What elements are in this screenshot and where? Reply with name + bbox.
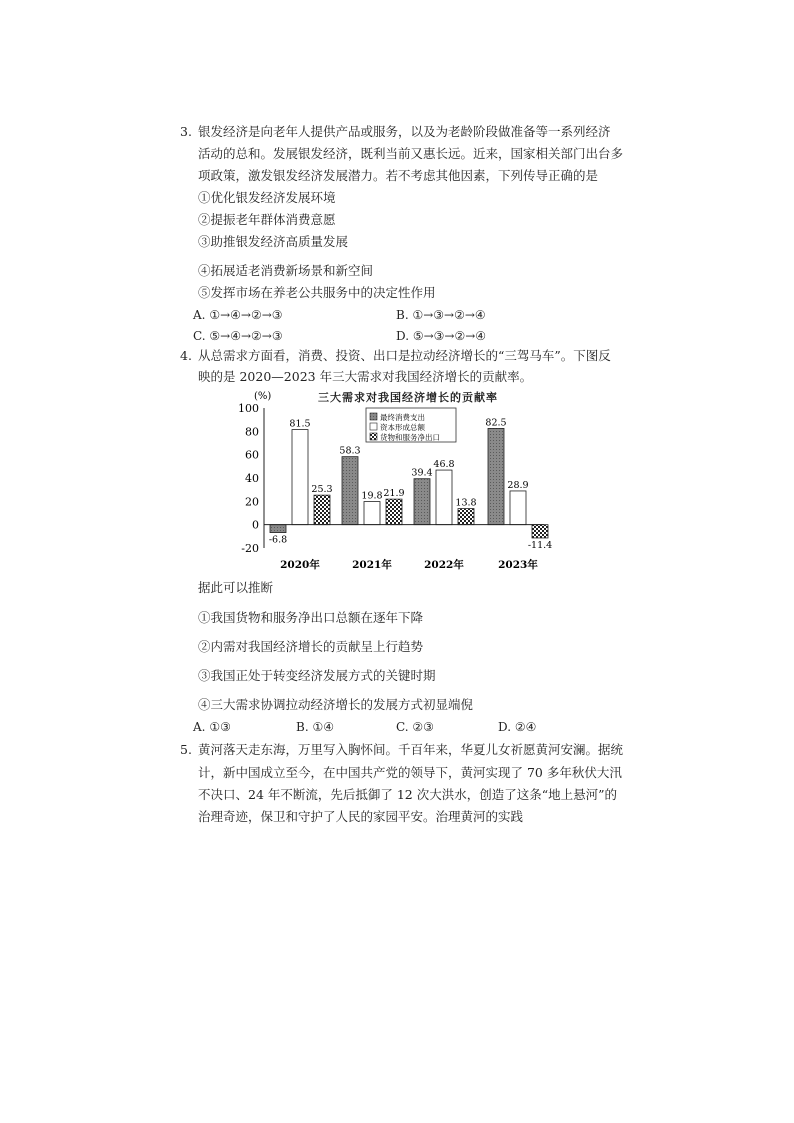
data-label: 28.9	[507, 479, 529, 491]
data-label: 19.8	[361, 490, 383, 502]
category-label: 2023年	[498, 559, 538, 571]
choice-letter: B.	[396, 308, 409, 322]
legend-label: 资本形成总额	[380, 423, 425, 432]
y-tick-label: 100	[238, 402, 259, 415]
bar-3-3	[458, 509, 474, 525]
data-label: 25.3	[311, 484, 333, 496]
bar-3-2	[386, 499, 402, 525]
choice-text: ⑤→④→②→③	[209, 329, 283, 343]
category-label: 2020年	[280, 559, 320, 571]
data-label: 82.5	[485, 417, 507, 429]
bar-3-4	[532, 525, 548, 538]
q5-number: 5.	[180, 742, 192, 757]
q3-number: 3.	[180, 124, 192, 139]
data-label: 39.4	[411, 467, 433, 479]
q3-item-3: ③助推银发经济高质量发展	[198, 234, 349, 249]
chart-legend	[366, 408, 456, 442]
legend-label: 最终消费支出	[380, 413, 425, 422]
q3-choice-d[interactable]	[396, 327, 486, 345]
choice-letter: A.	[193, 720, 206, 734]
data-label: 58.3	[339, 445, 361, 457]
data-label: 81.5	[289, 418, 311, 430]
q3-choice-c[interactable]	[193, 327, 283, 345]
chart-svg	[226, 386, 553, 576]
q3-stem-line-2: 活动的总和。发展银发经济，既利当前又惠长远。近来，国家相关部门出台多	[198, 146, 624, 161]
bar-1-1	[270, 525, 286, 533]
bar-2-2	[364, 502, 380, 525]
q5-stem-line-2: 计，新中国成立至今，在中国共产党的领导下，黄河实现了 70 多年秋伏大汛	[198, 765, 622, 780]
bar-2-1	[292, 430, 308, 525]
q5-stem-line-3: 不决口、24 年不断流，先后抵御了 12 次大洪水，创造了这条“地上悬河”的	[198, 787, 618, 802]
q4-item-3: ③我国正处于转变经济发展方式的关键时期	[198, 668, 436, 683]
q5-stem-line-1: 黄河落天走东海，万里写入胸怀间。千百年来，华夏儿女祈愿黄河安澜。据统	[198, 742, 624, 757]
choice-letter: A.	[193, 308, 206, 322]
q4-stem-line-2: 映的是 2020—2023 年三大需求对我国经济增长的贡献率。	[198, 369, 533, 384]
choice-letter: D.	[498, 720, 512, 734]
category-label: 2021年	[352, 559, 392, 571]
y-tick-label: 80	[245, 425, 259, 439]
q4-choice-c[interactable]	[396, 718, 434, 736]
contribution-chart	[226, 386, 553, 576]
y-tick-label: 20	[245, 495, 259, 509]
y-tick-label: -20	[241, 542, 259, 555]
y-tick-label: 40	[245, 472, 259, 485]
q3-stem-line-1: 银发经济是向老年人提供产品或服务，以及为老龄阶段做准备等一系列经济	[198, 124, 611, 139]
choice-text: ①→④→②→③	[209, 308, 283, 322]
bar-1-4	[488, 428, 504, 524]
legend-label: 货物和服务净出口	[380, 433, 440, 442]
q4-item-1: ①我国货物和服务净出口总额在逐年下降	[198, 610, 424, 625]
legend-swatch	[370, 433, 377, 440]
q4-choice-b[interactable]	[296, 718, 334, 736]
q3-stem-line-3: 项政策，激发银发经济发展潜力。若不考虑其他因素，下列传导正确的是	[198, 168, 599, 183]
y-tick-label: 60	[245, 448, 259, 462]
q4-choice-a[interactable]	[193, 718, 231, 736]
q3-item-2: ②提振老年群体消费意愿	[198, 212, 336, 227]
choice-letter: C.	[396, 720, 409, 734]
category-label: 2022年	[424, 559, 464, 571]
choice-text: ②③	[412, 720, 434, 734]
category-label-group	[280, 558, 538, 571]
data-label: 21.9	[383, 488, 405, 500]
q4-after-chart: 据此可以推断	[198, 580, 274, 595]
q3-item-5: ⑤发挥市场在养老公共服务中的决定性作用	[198, 285, 436, 300]
data-label: -11.4	[527, 539, 553, 551]
q4-item-2: ②内需对我国经济增长的贡献呈上行趋势	[198, 639, 424, 654]
bar-2-4	[510, 491, 526, 525]
q3-choice-b[interactable]	[396, 306, 486, 324]
q4-number: 4.	[180, 348, 192, 363]
choice-text: ⑤→③→②→④	[412, 329, 487, 343]
y-axis-unit: (%)	[254, 391, 272, 402]
choice-text: ②④	[514, 720, 537, 734]
q4-stem-line-1: 从总需求方面看，消费、投资、出口是拉动经济增长的“三驾马车”。下图反	[198, 348, 611, 363]
bar-1-3	[414, 479, 430, 525]
q4-item-4: ④三大需求协调拉动经济增长的发展方式初显端倪	[198, 697, 474, 712]
choice-text: ①③	[209, 720, 231, 734]
choice-letter: C.	[193, 329, 206, 343]
choice-letter: D.	[396, 329, 410, 343]
q3-item-4: ④拓展适老消费新场景和新空间	[198, 263, 374, 278]
q3-item-1: ①优化银发经济发展环境	[198, 190, 336, 205]
choice-letter: B.	[296, 720, 309, 734]
q5-stem-line-4: 治理奇迹，保卫和守护了人民的家园平安。治理黄河的实践	[198, 809, 524, 824]
q3-choice-a[interactable]	[193, 306, 283, 324]
choice-text: ①→③→②→④	[412, 308, 486, 322]
choice-text: ①④	[312, 720, 334, 734]
legend-swatch	[370, 413, 377, 420]
bar-1-2	[342, 457, 358, 525]
data-label: 13.8	[455, 497, 477, 509]
data-label: -6.8	[268, 534, 288, 546]
data-label: 46.8	[433, 459, 455, 471]
y-tick-group	[238, 402, 259, 555]
bar-2-3	[436, 470, 452, 525]
legend-swatch	[370, 423, 377, 430]
bar-3-1	[314, 495, 330, 525]
q4-choice-d[interactable]	[498, 718, 536, 736]
chart-title: 三大需求对我国经济增长的贡献率	[318, 391, 498, 404]
y-tick-label: 0	[252, 518, 259, 532]
